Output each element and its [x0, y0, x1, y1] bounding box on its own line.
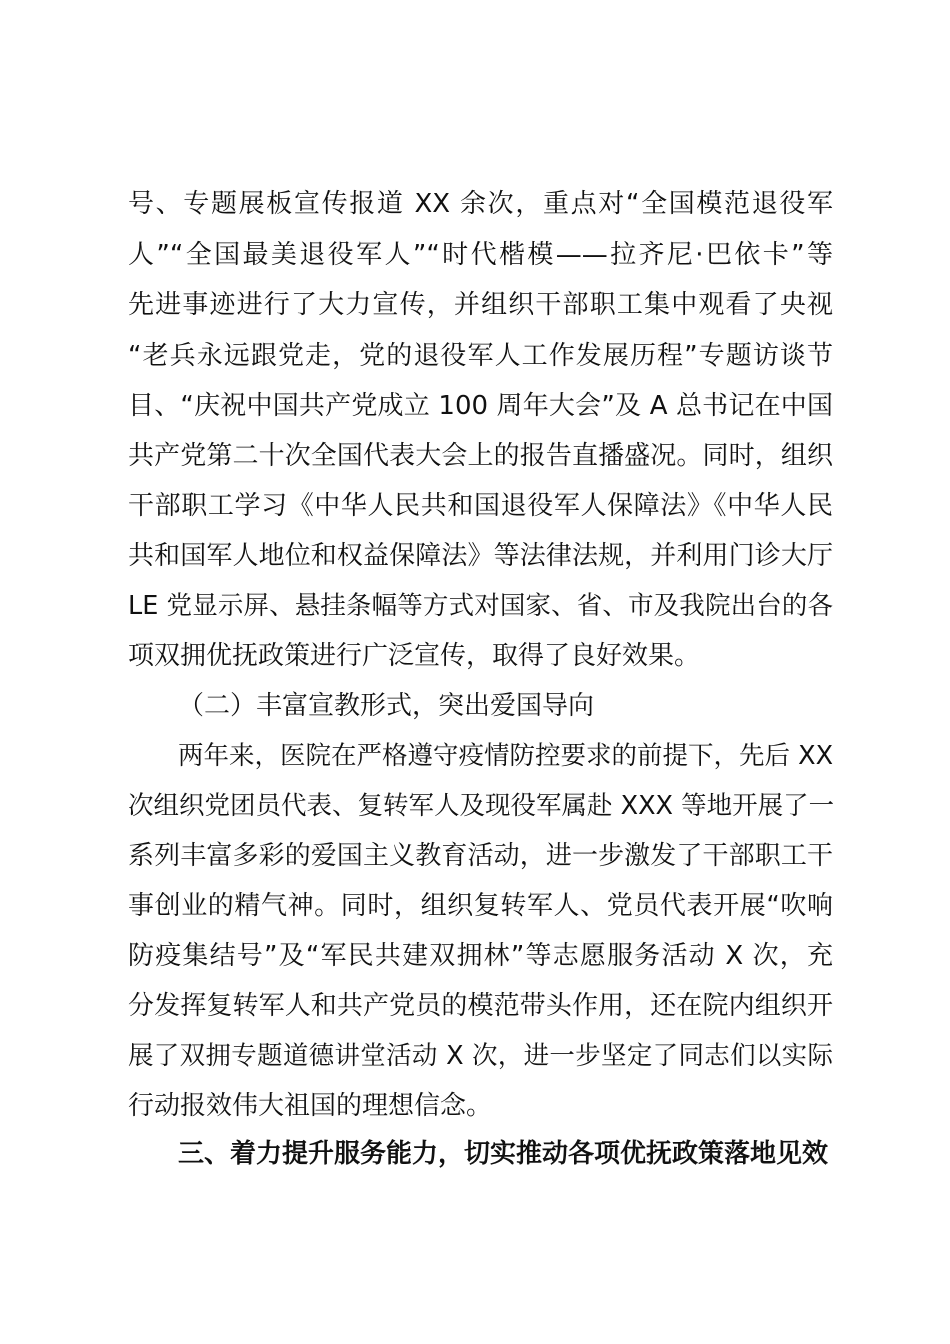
paragraph-line: 先进事迹进行了大力宣传，并组织干部职工集中观看了央视 [128, 290, 833, 320]
paragraph-line: 干部职工学习《中华人民共和国退役军人保障法》《中华人民 [128, 491, 833, 521]
section-subheading: （二）丰富宣教形式，突出爱国导向 [178, 691, 595, 721]
paragraph-line: 防疫集结号”及“军民共建双拥林”等志愿服务活动 X 次，充 [128, 941, 833, 971]
paragraph-line: 项双拥优抚政策进行广泛宣传，取得了良好效果。 [128, 641, 701, 671]
paragraph-line: 共产党第二十次全国代表大会上的报告直播盛况。同时，组织 [128, 441, 833, 471]
paragraph-line: 人”“全国最美退役军人”“时代楷模——拉齐尼·巴依卡”等 [128, 240, 833, 270]
paragraph-line: 目、“庆祝中国共产党成立 100 周年大会”及 A 总书记在中国 [128, 391, 833, 421]
section-heading: 三、着力提升服务能力，切实推动各项优抚政策落地见效 [178, 1139, 829, 1169]
paragraph-line: “老兵永远跟党走，党的退役军人工作发展历程”专题访谈节 [128, 341, 833, 371]
paragraph-line: 系列丰富多彩的爱国主义教育活动，进一步激发了干部职工干 [128, 841, 833, 871]
paragraph-line: 行动报效伟大祖国的理想信念。 [128, 1091, 493, 1121]
paragraph-line: 事创业的精气神。同时，组织复转军人、党员代表开展“吹响 [128, 891, 833, 921]
paragraph-line: 两年来，医院在严格遵守疫情防控要求的前提下，先后 XX [178, 741, 834, 771]
paragraph-line: 号、专题展板宣传报道 XX 余次，重点对“全国模范退役军 [128, 189, 833, 219]
paragraph-line: 次组织党团员代表、复转军人及现役军属赴 XXX 等地开展了一 [128, 791, 835, 821]
paragraph-line: LE 党显示屏、悬挂条幅等方式对国家、省、市及我院出台的各 [128, 591, 833, 621]
paragraph-line: 分发挥复转军人和共产党员的模范带头作用，还在院内组织开 [128, 991, 833, 1021]
paragraph-line: 展了双拥专题道德讲堂活动 X 次，进一步坚定了同志们以实际 [128, 1041, 833, 1071]
paragraph-line: 共和国军人地位和权益保障法》等法律法规，并利用门诊大厅 [128, 541, 833, 571]
